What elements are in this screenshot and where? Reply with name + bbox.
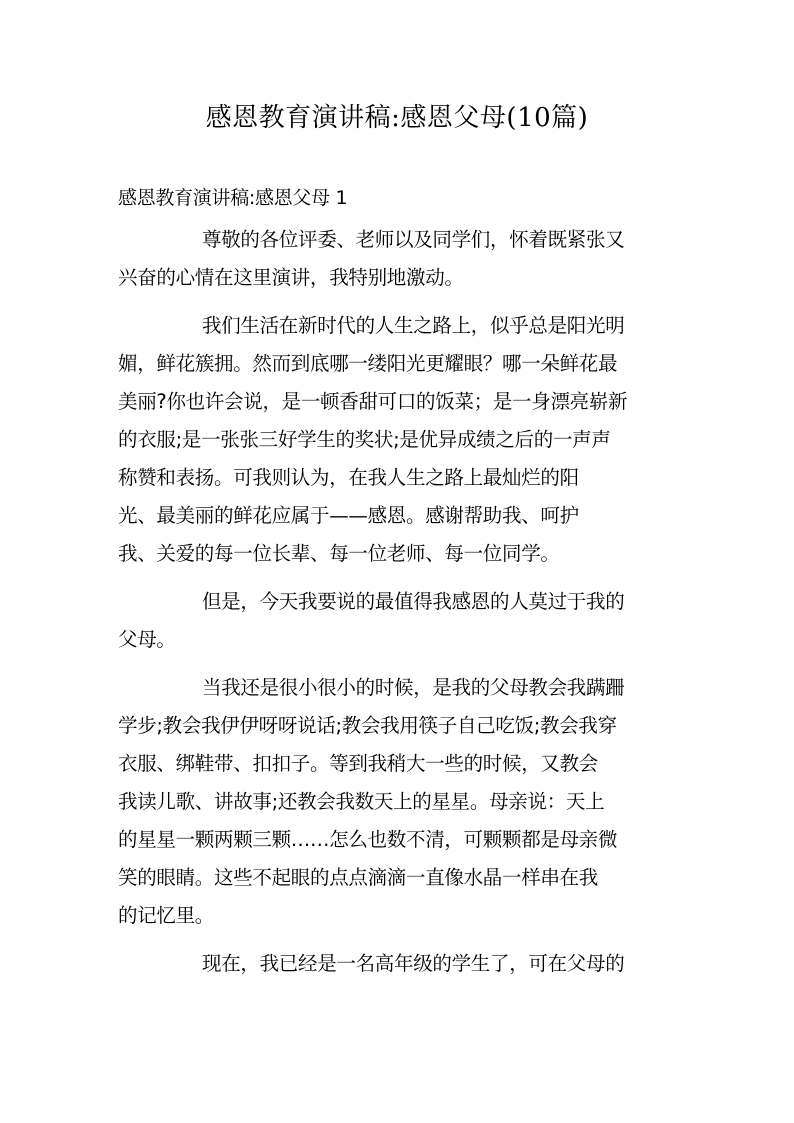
- paragraph-line: 称赞和表扬。可我则认为，在我人生之路上最灿烂的阳: [118, 466, 579, 489]
- paragraph-line: 学步;教会我伊伊呀呀说话;教会我用筷子自己吃饭;教会我穿: [118, 714, 617, 737]
- paragraph-line: 现在，我已经是一名高年级的学生了，可在父母的: [202, 952, 625, 975]
- paragraph-line: 的星星一颗两颗三颗……怎么也数不清，可颗颗都是母亲微: [118, 828, 618, 851]
- paragraph-line: 我们生活在新时代的人生之路上，似乎总是阳光明: [202, 314, 625, 337]
- paragraph-line: 兴奋的心情在这里演讲，我特别地激动。: [118, 266, 464, 289]
- paragraph-line: 我读儿歌、讲故事;还教会我数天上的星星。母亲说：天上: [118, 790, 605, 813]
- paragraph-line: 的记忆里。: [118, 904, 215, 927]
- paragraph-2: [118, 307, 678, 573]
- paragraph-line: 光、最美丽的鲜花应属于——感恩。感谢帮助我、呵护: [118, 504, 579, 527]
- paragraph-line: 笑的眼睛。这些不起眼的点点滴滴一直像水晶一样串在我: [118, 866, 599, 889]
- paragraph-5: [118, 945, 678, 983]
- paragraph-4: [118, 669, 678, 935]
- paragraph-line: 衣服、绑鞋带、扣扣子。等到我稍大一些的时候，又教会: [118, 752, 599, 775]
- paragraph-line: 父母。: [118, 628, 176, 651]
- paragraph-line: 尊敬的各位评委、老师以及同学们，怀着既紧张又: [202, 228, 625, 251]
- paragraph-line: 当我还是很小很小的时候，是我的父母教会我蹒跚: [202, 676, 625, 699]
- section-subtitle: 感恩教育演讲稿:感恩父母 1: [118, 187, 348, 209]
- paragraph-line: 媚，鲜花簇拥。然而到底哪一缕阳光更耀眼？哪一朵鲜花最: [118, 352, 618, 375]
- document-body: [118, 176, 678, 983]
- document-title: 感恩教育演讲稿:感恩父母(10篇): [205, 103, 589, 133]
- paragraph-line: 美丽?你也许会说，是一顿香甜可口的饭菜；是一身漂亮崭新: [118, 390, 628, 413]
- paragraph-1: [118, 221, 678, 297]
- paragraph-line: 但是，今天我要说的最值得我感恩的人莫过于我的: [202, 590, 625, 613]
- paragraph-line: 的衣服;是一张张三好学生的奖状;是优异成绩之后的一声声: [118, 428, 611, 451]
- paragraph-3: [118, 583, 678, 659]
- paragraph-line: 我、关爱的每一位长辈、每一位老师、每一位同学。: [118, 542, 560, 565]
